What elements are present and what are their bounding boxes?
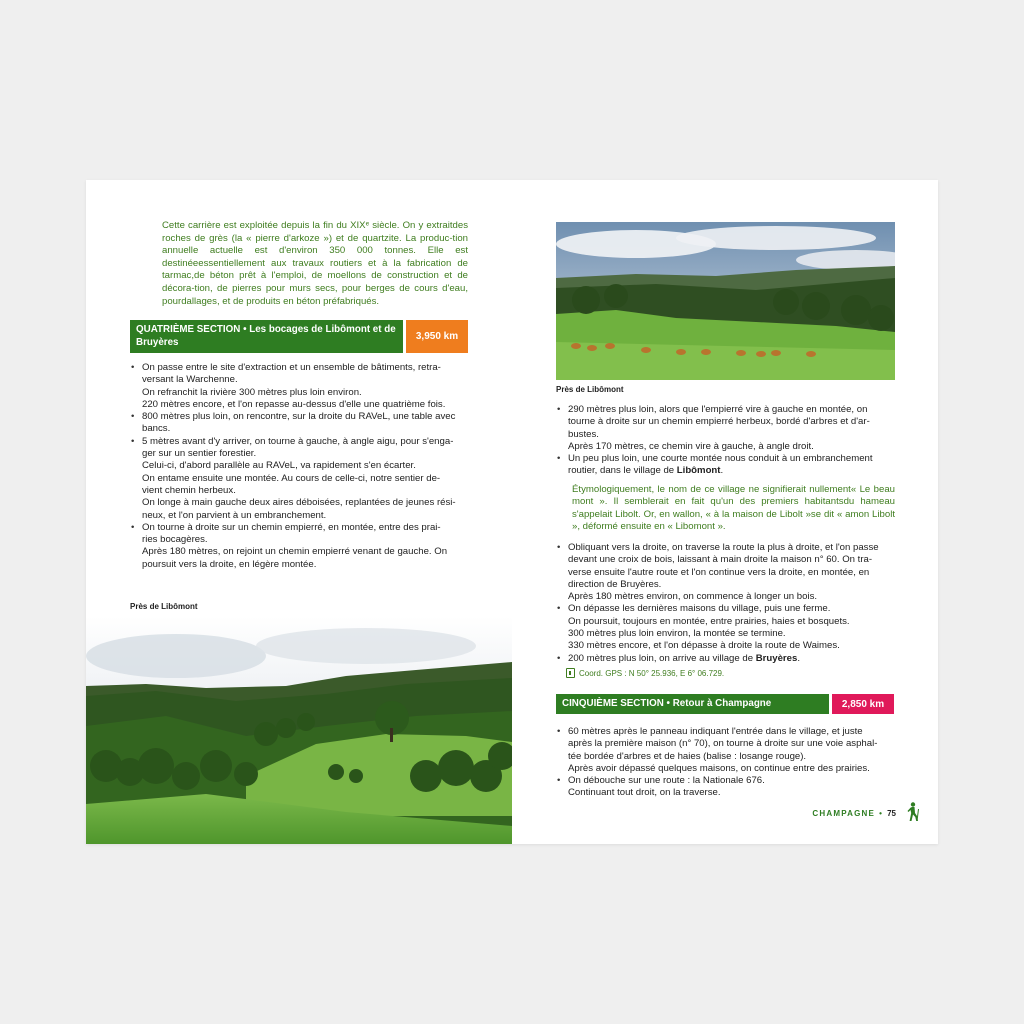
hiker-icon [906, 802, 920, 824]
list-item-line: neux, et l'on parvient à un embranchement. [142, 509, 327, 521]
list-item-line: 330 mètres encore, et l'on dépasse à droite la route de Waimes. [568, 640, 840, 652]
list-item [556, 542, 895, 603]
list-item-line: routier, dans le village de Libômont. [568, 465, 724, 477]
landscape-photo-cows [556, 222, 895, 380]
photo-caption: Près de Libômont [130, 602, 198, 611]
list-item-line: Après avoir dépassé quelques maisons, on continue entre des prairies. [568, 762, 870, 774]
list-item-line: tourne à droite sur un chemin empierré herbeux, bordé d'arbres et d'ar- [568, 416, 870, 428]
list-item-line: Après 180 mètres environ, on commence à longer un bois. [568, 591, 818, 603]
list-item-line: bustes. [568, 428, 599, 440]
right-page [512, 180, 938, 844]
photo-caption-right: Près de Libômont [556, 385, 624, 394]
list-item-line: direction de Bruyères. [568, 578, 662, 590]
list-item-line: • On tourne à droite sur un chemin empierré, en montée, entre des prai- [142, 521, 441, 533]
etymology-note [572, 484, 895, 533]
intro-paragraph [162, 220, 468, 308]
directions-list [130, 362, 469, 571]
list-item-line: versant la Warchenne. [142, 374, 238, 386]
list-item [556, 603, 895, 652]
directions-list-a [556, 404, 895, 478]
left-page [86, 180, 512, 844]
list-item-line: ger sur un sentier forestier. [142, 448, 257, 460]
list-item-line: verse ensuite l'autre route et l'on continue vers la droite, en montée, en [568, 566, 870, 578]
list-item-line: Celui-ci, d'abord parallèle au RAVeL, va rapidement s'en écarter. [142, 460, 416, 472]
directions-list-b [556, 542, 895, 665]
list-item-line: • Un peu plus loin, une courte montée nous conduit à un embranchement [568, 453, 873, 465]
list-item-line: On poursuit, toujours en montée, entre prairies, haies et bosquets. [568, 615, 850, 627]
list-item-line: 300 mètres plus loin environ, la montée se termine. [568, 628, 786, 640]
section-distance-badge-5: 2,850 km [832, 694, 894, 714]
list-item [556, 404, 895, 453]
list-item [130, 411, 469, 436]
list-item-line: • On dépasse les dernières maisons du village, puis une ferme. [568, 603, 831, 615]
list-item-line: • Obliquant vers la droite, on traverse la route la plus à droite, et l'on passe [568, 542, 879, 553]
list-item [556, 453, 895, 478]
etymology-line: du hameau s'appelait Libolt. Or, en wallon, « à la maison de Libolt » [572, 496, 895, 520]
list-item-line: • On débouche sur une route : la Nationale 676. [568, 775, 765, 787]
list-item [130, 436, 469, 522]
list-item-line: Après 180 mètres, on rejoint un chemin empierré venant de gauche. On [142, 546, 448, 558]
section-title-5: CINQUIÈME SECTION • Retour à Champagne [556, 694, 829, 714]
list-item-line: On refranchit la rivière 300 mètres plus loin environ. [142, 386, 362, 398]
etymology-line: Étymologiquement, le nom de ce village ne signifierait nullement [572, 484, 851, 495]
list-item-line: bancs. [142, 423, 171, 435]
list-item-line: 220 mètres encore, et l'on repasse au-dessus d'elle une quatrième fois. [142, 398, 446, 410]
list-item-line: On entame ensuite une montée. Au cours de celle-ci, notre sentier de- [142, 472, 441, 484]
intro-line: de béton prêt à l'emploi, de moellons de construction et de décora- [162, 270, 468, 294]
directions-list-c [556, 726, 895, 800]
list-item-line: Continuant tout droit, on la traverse. [568, 787, 721, 799]
list-item-line: vient chemin herbeux. [142, 484, 236, 496]
intro-line: tion annuelle actuelle est d'environ 350 000 tonnes. Elle est destinée [162, 232, 468, 269]
list-item-line: • 60 mètres après le panneau indiquant l'entrée dans le village, et juste [568, 726, 863, 737]
intro-line: des roches de grès (la « pierre d'arkoze ») et de quartzite. La produc- [162, 220, 468, 244]
list-item [556, 726, 895, 775]
list-item [130, 522, 469, 571]
list-item [130, 362, 469, 411]
intro-line: tion, de pierres pour murs secs, pour berges de cours d'eau, pour [162, 282, 468, 307]
list-item-line: après la première maison (n° 70), on tourne à droite sur une voie asphal- [568, 738, 878, 750]
list-item-line: • 800 mètres plus loin, on rencontre, sur la droite du RAVeL, une table avec [142, 411, 456, 423]
section-header-4 [130, 320, 468, 353]
list-item-line: poursuit vers la droite, en légère montée. [142, 558, 317, 570]
gps-coordinates: Coord. GPS : N 50° 25.936, E 6° 06.729. [566, 668, 724, 678]
section-distance-badge: 3,950 km [406, 320, 468, 353]
landscape-photo-valley [86, 616, 512, 844]
etymology-line: se dit « amon Libolt », déformé ensuite en « Libomont ». [572, 508, 895, 532]
section-title: QUATRIÈME SECTION • Les bocages de Libômont et de Bruyères [130, 320, 403, 353]
intro-line: dallages, et de produits en béton préfabriqués. [181, 295, 380, 307]
list-item [556, 653, 895, 665]
etymology-line: « Le beau mont ». Il semblerait en fait qu'un des premiers habitants [572, 484, 895, 508]
list-item-line: • 200 mètres plus loin, on arrive au village de Bruyères. [568, 652, 800, 664]
list-item-line: tée bordée d'arbres et de haies (balise : losange rouge). [568, 750, 807, 762]
list-item-line: On longe à main gauche deux aires déboisées, replantées de jeunes rési- [142, 497, 456, 509]
list-item-line: ries bocagères. [142, 534, 208, 546]
place-name: Bruyères [755, 652, 798, 664]
gps-icon [566, 668, 575, 678]
list-item-line: • 5 mètres avant d'y arriver, on tourne à gauche, à angle aigu, pour s'enga- [142, 435, 454, 447]
list-item-line: • 290 mètres plus loin, alors que l'empierré vire à gauche en montée, on [568, 404, 868, 415]
page-footer: CHAMPAGNE • 75 [812, 802, 920, 824]
chapter-name: CHAMPAGNE [812, 808, 876, 818]
list-item [556, 775, 895, 800]
section-header-5 [556, 694, 894, 714]
list-item-line: devant une croix de bois, laissant à main droite la maison n° 60. On tra- [568, 554, 873, 566]
book-spread [86, 180, 938, 844]
list-item-line: • On passe entre le site d'extraction et un ensemble de bâtiments, retra- [142, 362, 441, 373]
page-number: 75 [887, 808, 896, 818]
intro-line: Cette carrière est exploitée depuis la fin du XIXᵉ siècle. On y extrait [162, 220, 453, 231]
list-item-line: Après 170 mètres, ce chemin vire à gauche, à angle droit. [568, 440, 814, 452]
place-name: Libômont [676, 465, 721, 477]
intro-line: essentiellement aux travaux routiers et à la fabrication de tarmac, [162, 257, 468, 282]
